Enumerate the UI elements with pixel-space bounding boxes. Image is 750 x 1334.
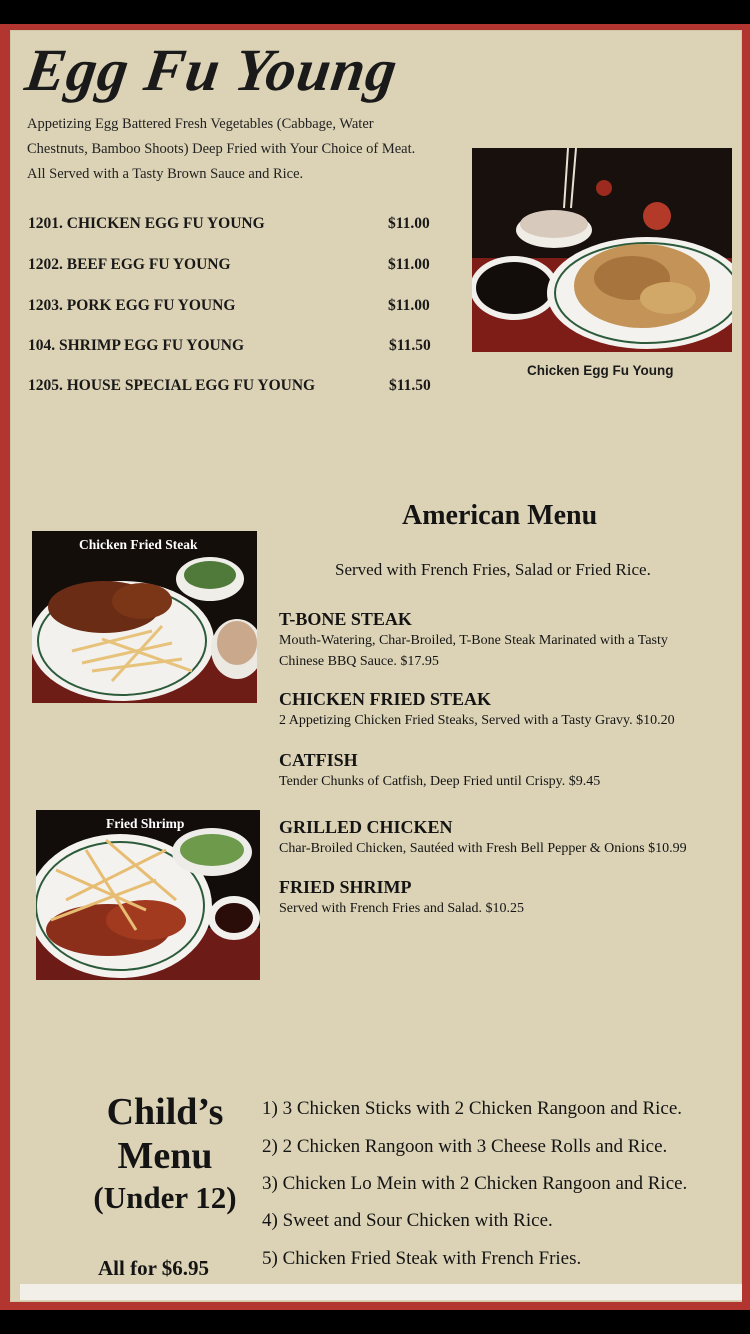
american-menu-subtitle: Served with French Fries, Salad or Fried Rice. [335, 560, 651, 579]
fried-shrimp-photo [36, 810, 260, 980]
american-item-name: T-BONE STEAK [279, 609, 412, 629]
american-item-desc-line: Served with French Fries and Salad. $10.25 [279, 901, 524, 916]
chicken-fried-steak-photo-image [32, 531, 257, 703]
childs-menu-age-note: (Under 12) [93, 1180, 237, 1215]
american-menu-item [279, 816, 739, 859]
american-menu-item [279, 688, 739, 731]
american-menu-item [279, 608, 739, 672]
egg-fu-young-photo-caption: Chicken Egg Fu Young [527, 363, 674, 378]
egg-fu-young-title: Egg Fu Young [21, 37, 402, 103]
menu-item-price: $11.50 [389, 337, 431, 354]
fried-shrimp-photo-image [36, 810, 260, 980]
american-item-desc-line: 2 Appetizing Chicken Fried Steaks, Served with a Tasty Gravy. $10.20 [279, 713, 675, 728]
american-item-desc-line: Mouth-Watering, Char-Broiled, T-Bone Steak Marinated with a Tasty [279, 633, 668, 648]
childs-menu-title [80, 1090, 250, 1178]
intro-line: Chestnuts, Bamboo Shoots) Deep Fried with Your Choice of Meat. [27, 141, 416, 157]
childs-menu-item: 3) Chicken Lo Mein with 2 Chicken Rangoon and Rice. [262, 1173, 688, 1194]
page-edge [20, 1284, 742, 1300]
american-menu-title: American Menu [402, 500, 598, 531]
menu-item-name: 104. SHRIMP EGG FU YOUNG [28, 337, 245, 354]
menu-item-name: 1201. CHICKEN EGG FU YOUNG [28, 215, 265, 232]
childs-menu-title-line: Child’s [106, 1091, 224, 1133]
childs-menu-item: 4) Sweet and Sour Chicken with Rice. [262, 1210, 553, 1231]
chicken-fried-steak-photo-label: Chicken Fried Steak [79, 537, 198, 552]
fried-shrimp-photo-label: Fried Shrimp [106, 816, 185, 831]
american-item-name: CATFISH [279, 750, 358, 770]
american-item-desc-line: Chinese BBQ Sauce. $17.95 [279, 654, 439, 669]
menu-item-name: 1205. HOUSE SPECIAL EGG FU YOUNG [28, 377, 316, 394]
american-item-desc-line: Char-Broiled Chicken, Sautéed with Fresh Bell Pepper & Onions $10.99 [279, 841, 687, 856]
american-item-desc-line: Tender Chunks of Catfish, Deep Fried until Crispy. $9.45 [279, 774, 601, 789]
intro-line: Appetizing Egg Battered Fresh Vegetables (Cabbage, Water [27, 116, 374, 132]
american-menu-item [279, 876, 739, 919]
egg-fu-young-photo-image [472, 148, 732, 352]
american-item-name: CHICKEN FRIED STEAK [279, 689, 492, 709]
menu-item-price: $11.00 [388, 215, 430, 232]
childs-menu-item: 5) Chicken Fried Steak with French Fries. [262, 1248, 582, 1269]
american-menu-item [279, 749, 739, 792]
childs-menu-item: 1) 3 Chicken Sticks with 2 Chicken Rangoon and Rice. [262, 1098, 683, 1119]
chicken-fried-steak-photo [32, 531, 257, 703]
egg-fu-young-intro [27, 112, 467, 187]
menu-item-price: $11.50 [389, 377, 431, 394]
american-item-name: FRIED SHRIMP [279, 877, 412, 897]
menu-item-price: $11.00 [388, 297, 430, 314]
american-item-name: GRILLED CHICKEN [279, 817, 453, 837]
egg-fu-young-photo [472, 148, 732, 352]
childs-menu-price: All for $6.95 [98, 1256, 210, 1280]
menu-item-name: 1202. BEEF EGG FU YOUNG [28, 256, 231, 273]
intro-line: All Served with a Tasty Brown Sauce and Rice. [27, 166, 304, 182]
menu-item-name: 1203. PORK EGG FU YOUNG [28, 297, 236, 314]
childs-menu-title-line: Menu [117, 1135, 213, 1177]
childs-menu-item: 2) 2 Chicken Rangoon with 3 Cheese Rolls and Rice. [262, 1136, 668, 1157]
menu-item-price: $11.00 [388, 256, 430, 273]
